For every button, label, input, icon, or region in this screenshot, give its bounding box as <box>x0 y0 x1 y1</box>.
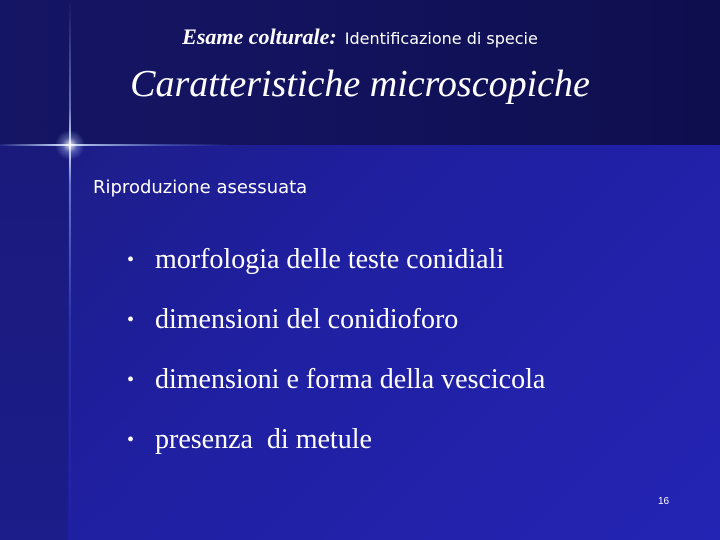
section-heading: Riproduzione asessuata <box>93 177 308 198</box>
bullet-item <box>127 290 545 350</box>
bullet-icon: • <box>127 308 135 331</box>
bullet-list <box>127 230 545 470</box>
bullet-item <box>127 350 545 410</box>
star-flare-horizontal <box>0 144 230 146</box>
bullet-icon: • <box>127 368 135 391</box>
subtitle-line <box>0 24 720 50</box>
star-glow <box>55 130 85 160</box>
subtitle-main: Esame colturale: <box>182 24 337 49</box>
bullet-item <box>127 410 545 470</box>
bullet-text: dimensioni e forma della vescicola <box>155 364 546 395</box>
subtitle-side: Identificazione di specie <box>344 29 538 48</box>
bullet-item <box>127 230 545 290</box>
left-band <box>0 145 68 540</box>
page-number: 16 <box>658 496 670 507</box>
bullet-icon: • <box>127 248 135 271</box>
bullet-icon: • <box>127 428 135 451</box>
bullet-text: morfologia delle teste conidiali <box>155 244 505 275</box>
bullet-text: dimensioni del conidioforo <box>155 304 459 335</box>
slide-title: Caratteristiche microscopiche <box>130 63 590 105</box>
bullet-text: presenza di metule <box>155 424 372 455</box>
